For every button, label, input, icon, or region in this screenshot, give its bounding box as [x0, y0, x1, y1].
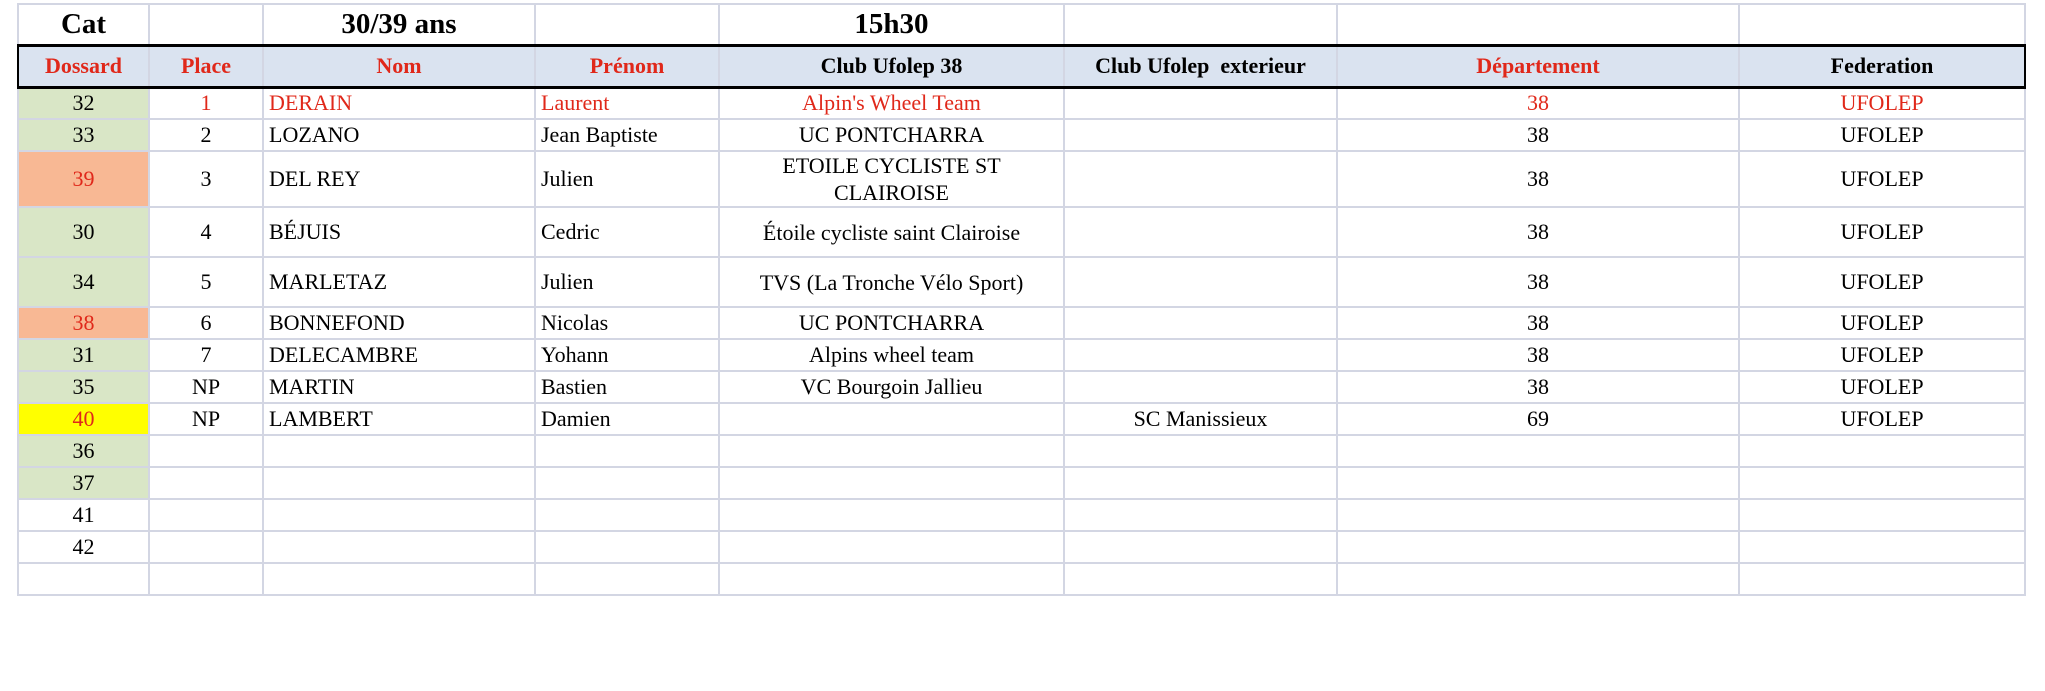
table-row	[18, 371, 2025, 403]
place-cell[interactable]: 2	[149, 119, 263, 151]
prenom-cell[interactable]: Yohann	[535, 339, 719, 371]
club-ufolep-38-cell[interactable]: UC PONTCHARRA	[719, 307, 1064, 339]
place-cell[interactable]: 6	[149, 307, 263, 339]
club-exterieur-cell[interactable]	[1064, 257, 1337, 307]
departement-cell[interactable]	[1337, 563, 1739, 595]
club-ufolep-38-cell[interactable]: UC PONTCHARRA	[719, 119, 1064, 151]
table-row	[18, 435, 2025, 467]
place-cell[interactable]	[149, 435, 263, 467]
table-row	[18, 467, 2025, 499]
club-exterieur-cell[interactable]	[1064, 531, 1337, 563]
place-cell[interactable]	[149, 563, 263, 595]
place-cell[interactable]: 7	[149, 339, 263, 371]
federation-cell[interactable]	[1739, 531, 2025, 563]
header-dossard[interactable]: Dossard	[18, 45, 149, 87]
nom-cell[interactable]: BONNEFOND	[263, 307, 535, 339]
header-row	[18, 45, 2025, 87]
dossard-cell[interactable]: 39	[18, 151, 149, 207]
departement-cell[interactable]: 69	[1337, 403, 1739, 435]
departement-cell[interactable]	[1337, 467, 1739, 499]
title-cell-empty[interactable]	[1064, 4, 1337, 45]
club-ufolep-38-cell[interactable]	[719, 403, 1064, 435]
title-cell-empty[interactable]	[149, 4, 263, 45]
club-ufolep-38-cell[interactable]	[719, 467, 1064, 499]
federation-cell[interactable]: UFOLEP	[1739, 87, 2025, 119]
departement-cell[interactable]: 38	[1337, 151, 1739, 207]
place-cell[interactable]: NP	[149, 371, 263, 403]
dossard-cell[interactable]	[18, 563, 149, 595]
header-place[interactable]: Place	[149, 45, 263, 87]
prenom-cell[interactable]	[535, 563, 719, 595]
table-row	[18, 339, 2025, 371]
club-ufolep-38-cell[interactable]: VC Bourgoin Jallieu	[719, 371, 1064, 403]
nom-cell[interactable]	[263, 531, 535, 563]
nom-cell[interactable]: MARTIN	[263, 371, 535, 403]
federation-cell[interactable]: UFOLEP	[1739, 257, 2025, 307]
club-exterieur-cell[interactable]	[1064, 467, 1337, 499]
departement-cell[interactable]: 38	[1337, 307, 1739, 339]
departement-cell[interactable]	[1337, 435, 1739, 467]
prenom-cell[interactable]: Cedric	[535, 207, 719, 257]
federation-cell[interactable]	[1739, 563, 2025, 595]
prenom-cell[interactable]: Jean Baptiste	[535, 119, 719, 151]
club-ufolep-38-cell[interactable]: Alpin's Wheel Team	[719, 87, 1064, 119]
departement-cell[interactable]: 38	[1337, 371, 1739, 403]
table-row	[18, 563, 2025, 595]
prenom-cell[interactable]	[535, 467, 719, 499]
club-ufolep-38-cell[interactable]	[719, 435, 1064, 467]
table-row	[18, 119, 2025, 151]
nom-cell[interactable]: DEL REY	[263, 151, 535, 207]
departement-cell[interactable]: 38	[1337, 207, 1739, 257]
nom-cell[interactable]	[263, 435, 535, 467]
club-ufolep-38-cell[interactable]: TVS (La Tronche Vélo Sport)	[719, 257, 1064, 307]
table-row	[18, 307, 2025, 339]
prenom-cell[interactable]: Julien	[535, 151, 719, 207]
place-cell[interactable]: 1	[149, 87, 263, 119]
prenom-cell[interactable]: Nicolas	[535, 307, 719, 339]
dossard-cell[interactable]: 32	[18, 87, 149, 119]
federation-cell[interactable]: UFOLEP	[1739, 403, 2025, 435]
table-row	[18, 151, 2025, 207]
prenom-cell[interactable]: Julien	[535, 257, 719, 307]
club-exterieur-cell[interactable]	[1064, 151, 1337, 207]
departement-cell[interactable]: 38	[1337, 87, 1739, 119]
dossard-cell[interactable]: 31	[18, 339, 149, 371]
club-ufolep-38-cell[interactable]	[719, 563, 1064, 595]
dossard-cell[interactable]: 40	[18, 403, 149, 435]
club-exterieur-cell[interactable]	[1064, 207, 1337, 257]
dossard-cell[interactable]: 36	[18, 435, 149, 467]
club-ufolep-38-cell[interactable]: Alpins wheel team	[719, 339, 1064, 371]
dossard-cell[interactable]: 35	[18, 371, 149, 403]
title-row	[18, 4, 2025, 45]
club-exterieur-cell[interactable]	[1064, 339, 1337, 371]
club-exterieur-cell[interactable]	[1064, 119, 1337, 151]
prenom-cell[interactable]: Laurent	[535, 87, 719, 119]
table-row	[18, 87, 2025, 119]
federation-cell[interactable]: UFOLEP	[1739, 119, 2025, 151]
place-cell[interactable]: 4	[149, 207, 263, 257]
dossard-cell[interactable]: 41	[18, 499, 149, 531]
dossard-cell[interactable]: 30	[18, 207, 149, 257]
table-row	[18, 531, 2025, 563]
dossard-cell[interactable]: 42	[18, 531, 149, 563]
place-cell[interactable]: 3	[149, 151, 263, 207]
club-exterieur-cell[interactable]	[1064, 87, 1337, 119]
club-ufolep-38-cell[interactable]	[719, 499, 1064, 531]
departement-cell[interactable]	[1337, 499, 1739, 531]
header-nom[interactable]: Nom	[263, 45, 535, 87]
nom-cell[interactable]: DERAIN	[263, 87, 535, 119]
title-cell-empty[interactable]	[1337, 4, 1739, 45]
header-club-ufolep-exterieur[interactable]: Club Ufolep exterieur	[1064, 45, 1337, 87]
departement-cell[interactable]	[1337, 531, 1739, 563]
header-club-ufolep-38[interactable]: Club Ufolep 38	[719, 45, 1064, 87]
federation-cell[interactable]: UFOLEP	[1739, 307, 2025, 339]
nom-cell[interactable]	[263, 499, 535, 531]
club-exterieur-cell[interactable]	[1064, 499, 1337, 531]
table-row	[18, 257, 2025, 307]
prenom-cell[interactable]: Bastien	[535, 371, 719, 403]
departement-cell[interactable]: 38	[1337, 119, 1739, 151]
nom-cell[interactable]: MARLETAZ	[263, 257, 535, 307]
results-table	[17, 3, 2026, 596]
cat-label[interactable]: Cat	[18, 4, 149, 45]
header-prenom[interactable]: Prénom	[535, 45, 719, 87]
nom-cell[interactable]: LAMBERT	[263, 403, 535, 435]
departement-cell[interactable]: 38	[1337, 257, 1739, 307]
dossard-cell[interactable]: 38	[18, 307, 149, 339]
title-cell-empty[interactable]	[535, 4, 719, 45]
category-title[interactable]: 30/39 ans	[263, 4, 535, 45]
header-departement[interactable]: Département	[1337, 45, 1739, 87]
table-row	[18, 403, 2025, 435]
prenom-cell[interactable]	[535, 531, 719, 563]
dossard-cell[interactable]: 34	[18, 257, 149, 307]
table-row	[18, 499, 2025, 531]
club-exterieur-cell[interactable]	[1064, 563, 1337, 595]
nom-cell[interactable]	[263, 467, 535, 499]
departement-cell[interactable]: 38	[1337, 339, 1739, 371]
club-exterieur-cell[interactable]	[1064, 307, 1337, 339]
prenom-cell[interactable]: Damien	[535, 403, 719, 435]
place-cell[interactable]	[149, 499, 263, 531]
nom-cell[interactable]: BÉJUIS	[263, 207, 535, 257]
club-exterieur-cell[interactable]: SC Manissieux	[1064, 403, 1337, 435]
federation-cell[interactable]	[1739, 499, 2025, 531]
club-ufolep-38-cell[interactable]	[719, 531, 1064, 563]
dossard-cell[interactable]: 33	[18, 119, 149, 151]
title-cell-empty[interactable]	[1739, 4, 2025, 45]
club-exterieur-cell[interactable]	[1064, 371, 1337, 403]
prenom-cell[interactable]	[535, 499, 719, 531]
federation-cell[interactable]: UFOLEP	[1739, 151, 2025, 207]
dossard-cell[interactable]: 37	[18, 467, 149, 499]
federation-cell[interactable]: UFOLEP	[1739, 371, 2025, 403]
place-cell[interactable]: 5	[149, 257, 263, 307]
nom-cell[interactable]	[263, 563, 535, 595]
place-cell[interactable]: NP	[149, 403, 263, 435]
nom-cell[interactable]: LOZANO	[263, 119, 535, 151]
header-federation[interactable]: Federation	[1739, 45, 2025, 87]
club-exterieur-cell[interactable]	[1064, 435, 1337, 467]
club-ufolep-38-cell[interactable]: Étoile cycliste saint Clairoise	[719, 207, 1064, 257]
place-cell[interactable]	[149, 467, 263, 499]
federation-cell[interactable]: UFOLEP	[1739, 339, 2025, 371]
federation-cell[interactable]	[1739, 467, 2025, 499]
time-title[interactable]: 15h30	[719, 4, 1064, 45]
table-row	[18, 207, 2025, 257]
federation-cell[interactable]	[1739, 435, 2025, 467]
prenom-cell[interactable]	[535, 435, 719, 467]
nom-cell[interactable]: DELECAMBRE	[263, 339, 535, 371]
place-cell[interactable]	[149, 531, 263, 563]
federation-cell[interactable]: UFOLEP	[1739, 207, 2025, 257]
club-ufolep-38-cell[interactable]: ETOILE CYCLISTE ST CLAIROISE	[719, 151, 1064, 207]
